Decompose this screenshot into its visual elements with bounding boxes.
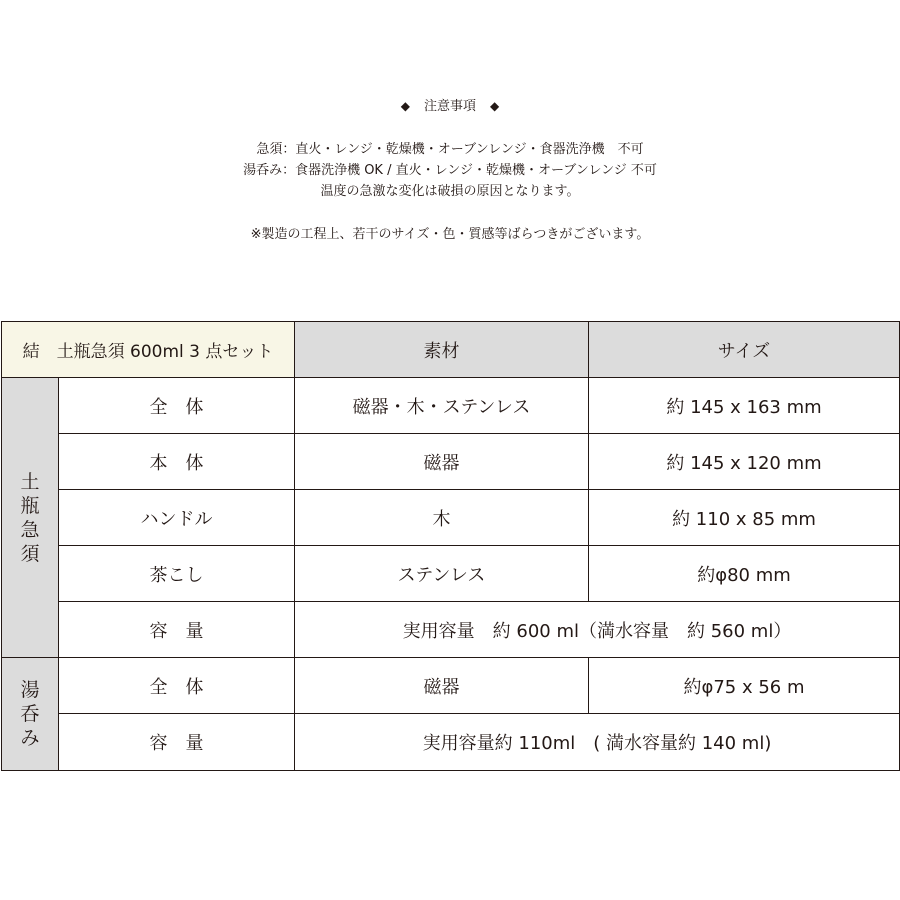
size-cell: 約φ75 x 56 m	[589, 658, 900, 714]
table-row-capacity	[2, 714, 900, 771]
table-row	[2, 434, 900, 490]
spec-table	[1, 321, 900, 771]
item-cell: 容 量	[59, 602, 295, 658]
capacity-cell: 実用容量 約 600 ml（満水容量 約 560 ml）	[295, 602, 900, 658]
size-cell: 約φ80 mm	[589, 546, 900, 602]
note-line-teapot: 急須：直火・レンジ・乾燥機・オーブンレンジ・食器洗浄機 不可	[256, 142, 644, 157]
table-row	[2, 378, 900, 434]
note-line-variation: ※製造の工程上、若干のサイズ・色・質感等ばらつきがございます。	[250, 227, 650, 242]
table-row-capacity	[2, 602, 900, 658]
group-label-cup: 湯呑み	[2, 658, 59, 771]
item-cell: 全 体	[59, 378, 295, 434]
note-line-temperature: 温度の急激な変化は破損の原因となります。	[320, 184, 580, 199]
diamond-icon: ◆	[400, 99, 410, 113]
table-row	[2, 658, 900, 714]
material-cell: 磁器	[295, 434, 589, 490]
header-material: 素材	[295, 322, 589, 378]
material-cell: 磁器・木・ステンレス	[295, 378, 589, 434]
table-row	[2, 490, 900, 546]
set-title: 結 土瓶急須 600ml 3 点セット	[2, 322, 295, 378]
item-cell: 容 量	[59, 714, 295, 771]
table-header-row	[2, 322, 900, 378]
item-cell: 茶こし	[59, 546, 295, 602]
item-cell: ハンドル	[59, 490, 295, 546]
capacity-cell: 実用容量約 110ml ( 満水容量約 140 ml)	[295, 714, 900, 771]
note-line-cup: 湯呑み：食器洗浄機 OK / 直火・レンジ・乾燥機・オーブンレンジ 不可	[243, 163, 657, 178]
size-cell: 約 145 x 120 mm	[589, 434, 900, 490]
material-cell: 磁器	[295, 658, 589, 714]
table-row	[2, 546, 900, 602]
material-cell: 木	[295, 490, 589, 546]
material-cell: ステンレス	[295, 546, 589, 602]
header-size: サイズ	[589, 322, 900, 378]
group-label-teapot: 土瓶急須	[2, 378, 59, 658]
size-cell: 約 110 x 85 mm	[589, 490, 900, 546]
item-cell: 全 体	[59, 658, 295, 714]
item-cell: 本 体	[59, 434, 295, 490]
size-cell: 約 145 x 163 mm	[589, 378, 900, 434]
diamond-icon: ◆	[490, 99, 500, 113]
notes-heading: ◆ 注意事項 ◆	[400, 99, 500, 114]
